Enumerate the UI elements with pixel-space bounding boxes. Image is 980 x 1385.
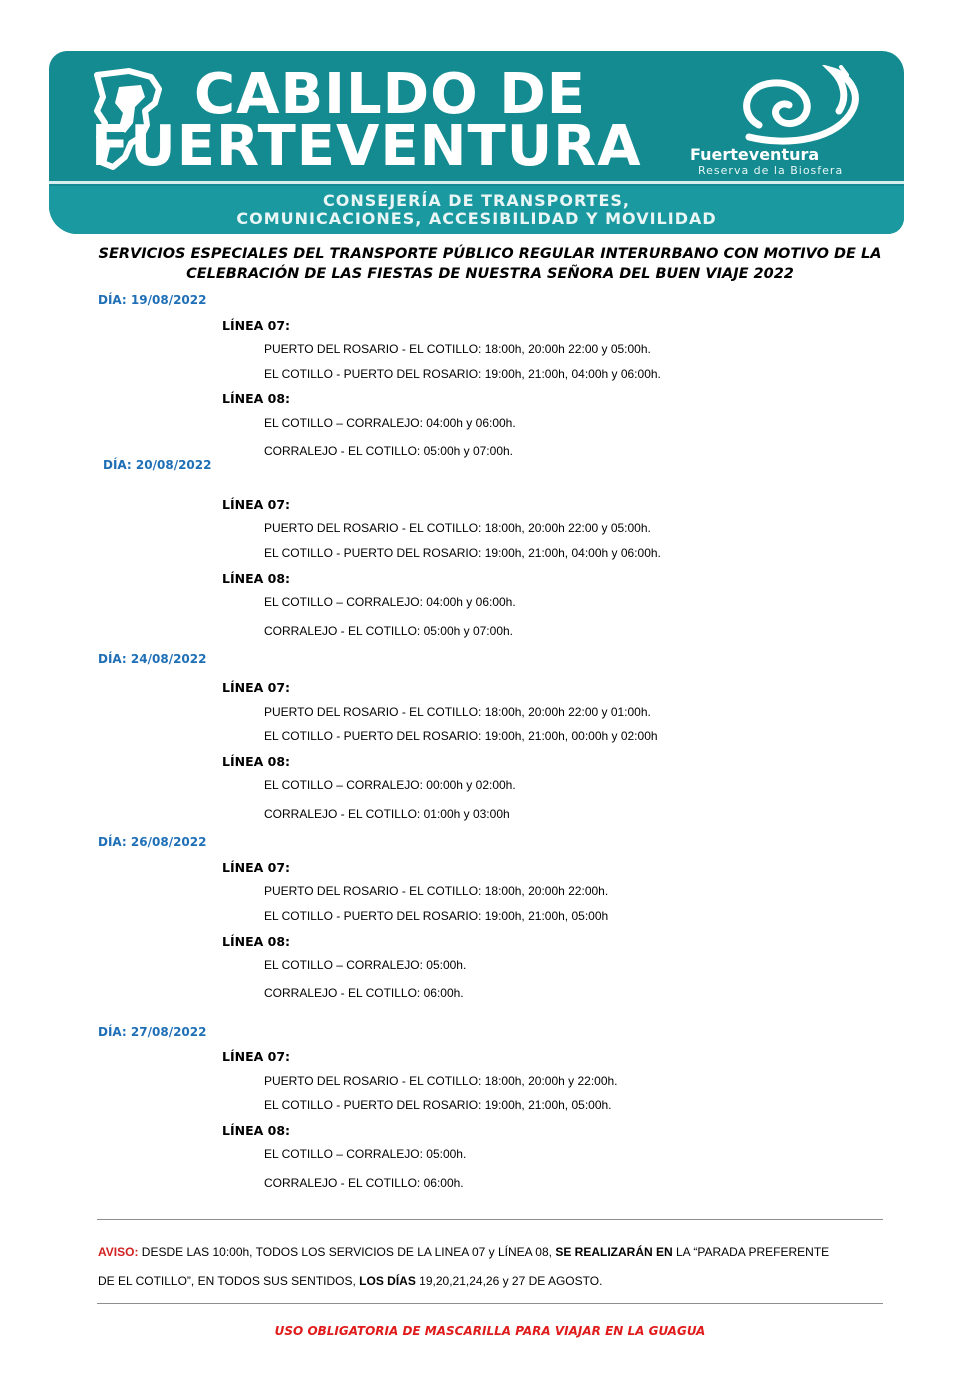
line-label: LÍNEA 08: — [222, 1123, 291, 1138]
route-schedule: EL COTILLO - PUERTO DEL ROSARIO: 19:00h, 21:00h, 00:00h y 02:00h — [264, 729, 658, 743]
notice-emphasis: LOS DÍAS — [359, 1274, 416, 1288]
notice-text: DESDE LAS 10:00h, TODOS LOS SERVICIOS DE LA LINEA 07 y LÍNEA 08, — [138, 1245, 556, 1259]
route-schedule: PUERTO DEL ROSARIO - EL COTILLO: 18:00h, 20:00h 22:00 y 05:00h. — [264, 521, 651, 535]
route-schedule: EL COTILLO - PUERTO DEL ROSARIO: 19:00h, 21:00h, 05:00h — [264, 909, 609, 923]
brand-name-line1: CABILDO DE — [194, 62, 586, 127]
line-label: LÍNEA 08: — [222, 934, 291, 949]
day-label: DÍA: 26/08/2022 — [98, 835, 207, 849]
route-schedule: CORRALEJO - EL COTILLO: 06:00h. — [264, 1176, 464, 1190]
document-title-line1: SERVICIOS ESPECIALES DEL TRANSPORTE PÚBLICO REGULAR INTERURBANO CON MOTIVO DE LA — [98, 246, 882, 262]
route-schedule: EL COTILLO - PUERTO DEL ROSARIO: 19:00h, 21:00h, 05:00h. — [264, 1098, 612, 1112]
route-schedule: PUERTO DEL ROSARIO - EL COTILLO: 18:00h, 20:00h y 22:00h. — [264, 1074, 618, 1088]
route-schedule: EL COTILLO – CORRALEJO: 04:00h y 06:00h. — [264, 595, 516, 609]
biosphere-spiral-icon — [729, 65, 869, 147]
notice-line1 — [98, 1245, 884, 1259]
route-schedule: EL COTILLO – CORRALEJO: 05:00h. — [264, 1147, 467, 1161]
biosphere-name: Fuerteventura — [690, 145, 820, 164]
consejeria-line1: CONSEJERÍA DE TRANSPORTES, — [323, 191, 630, 210]
route-schedule: PUERTO DEL ROSARIO - EL COTILLO: 18:00h, 20:00h 22:00 y 01:00h. — [264, 705, 651, 719]
route-schedule: CORRALEJO - EL COTILLO: 06:00h. — [264, 986, 464, 1000]
route-schedule: CORRALEJO - EL COTILLO: 05:00h y 07:00h. — [264, 444, 513, 458]
line-label: LÍNEA 08: — [222, 391, 291, 406]
line-label: LÍNEA 07: — [222, 497, 291, 512]
banner-divider — [49, 181, 904, 184]
divider — [97, 1219, 883, 1220]
line-label: LÍNEA 08: — [222, 754, 291, 769]
mask-notice-footer: USO OBLIGATORIA DE MASCARILLA PARA VIAJAR EN LA GUAGUA — [274, 1324, 706, 1338]
route-schedule: PUERTO DEL ROSARIO - EL COTILLO: 18:00h, 20:00h 22:00 y 05:00h. — [264, 342, 651, 356]
day-label: DÍA: 27/08/2022 — [98, 1025, 207, 1039]
notice-text: DE EL COTILLO”, EN TODOS SUS SENTIDOS, — [98, 1274, 360, 1288]
route-schedule: PUERTO DEL ROSARIO - EL COTILLO: 18:00h, 20:00h 22:00h. — [264, 884, 609, 898]
route-schedule: EL COTILLO – CORRALEJO: 00:00h y 02:00h. — [264, 778, 516, 792]
header-banner — [49, 51, 904, 234]
day-label: DÍA: 19/08/2022 — [98, 293, 207, 307]
divider — [97, 1303, 883, 1304]
notice-label: AVISO: — [98, 1245, 139, 1259]
route-schedule: EL COTILLO – CORRALEJO: 04:00h y 06:00h. — [264, 416, 516, 430]
line-label: LÍNEA 07: — [222, 318, 291, 333]
brand-name-line2: FUERTEVENTURA — [91, 114, 642, 179]
notice-line2 — [98, 1274, 884, 1288]
line-label: LÍNEA 07: — [222, 860, 291, 875]
line-label: LÍNEA 08: — [222, 571, 291, 586]
biosphere-subtitle: Reserva de la Biosfera — [698, 164, 844, 177]
route-schedule: EL COTILLO – CORRALEJO: 05:00h. — [264, 958, 467, 972]
route-schedule: EL COTILLO - PUERTO DEL ROSARIO: 19:00h, 21:00h, 04:00h y 06:00h. — [264, 546, 661, 560]
line-label: LÍNEA 07: — [222, 1049, 291, 1064]
notice-emphasis: SE REALIZARÁN EN — [555, 1245, 673, 1259]
line-label: LÍNEA 07: — [222, 680, 291, 695]
day-label: DÍA: 20/08/2022 — [103, 458, 212, 472]
route-schedule: CORRALEJO - EL COTILLO: 01:00h y 03:00h — [264, 807, 510, 821]
notice-text: 19,20,21,24,26 y 27 DE AGOSTO. — [415, 1274, 603, 1288]
document-title-line2: CELEBRACIÓN DE LAS FIESTAS DE NUESTRA SEÑORA DEL BUEN VIAJE 2022 — [186, 266, 794, 282]
day-label: DÍA: 24/08/2022 — [98, 652, 207, 666]
consejeria-line2: COMUNICACIONES, ACCESIBILIDAD Y MOVILIDAD — [236, 209, 717, 228]
notice-text: LA “PARADA PREFERENTE — [672, 1245, 830, 1259]
route-schedule: EL COTILLO - PUERTO DEL ROSARIO: 19:00h, 21:00h, 04:00h y 06:00h. — [264, 367, 661, 381]
route-schedule: CORRALEJO - EL COTILLO: 05:00h y 07:00h. — [264, 624, 513, 638]
